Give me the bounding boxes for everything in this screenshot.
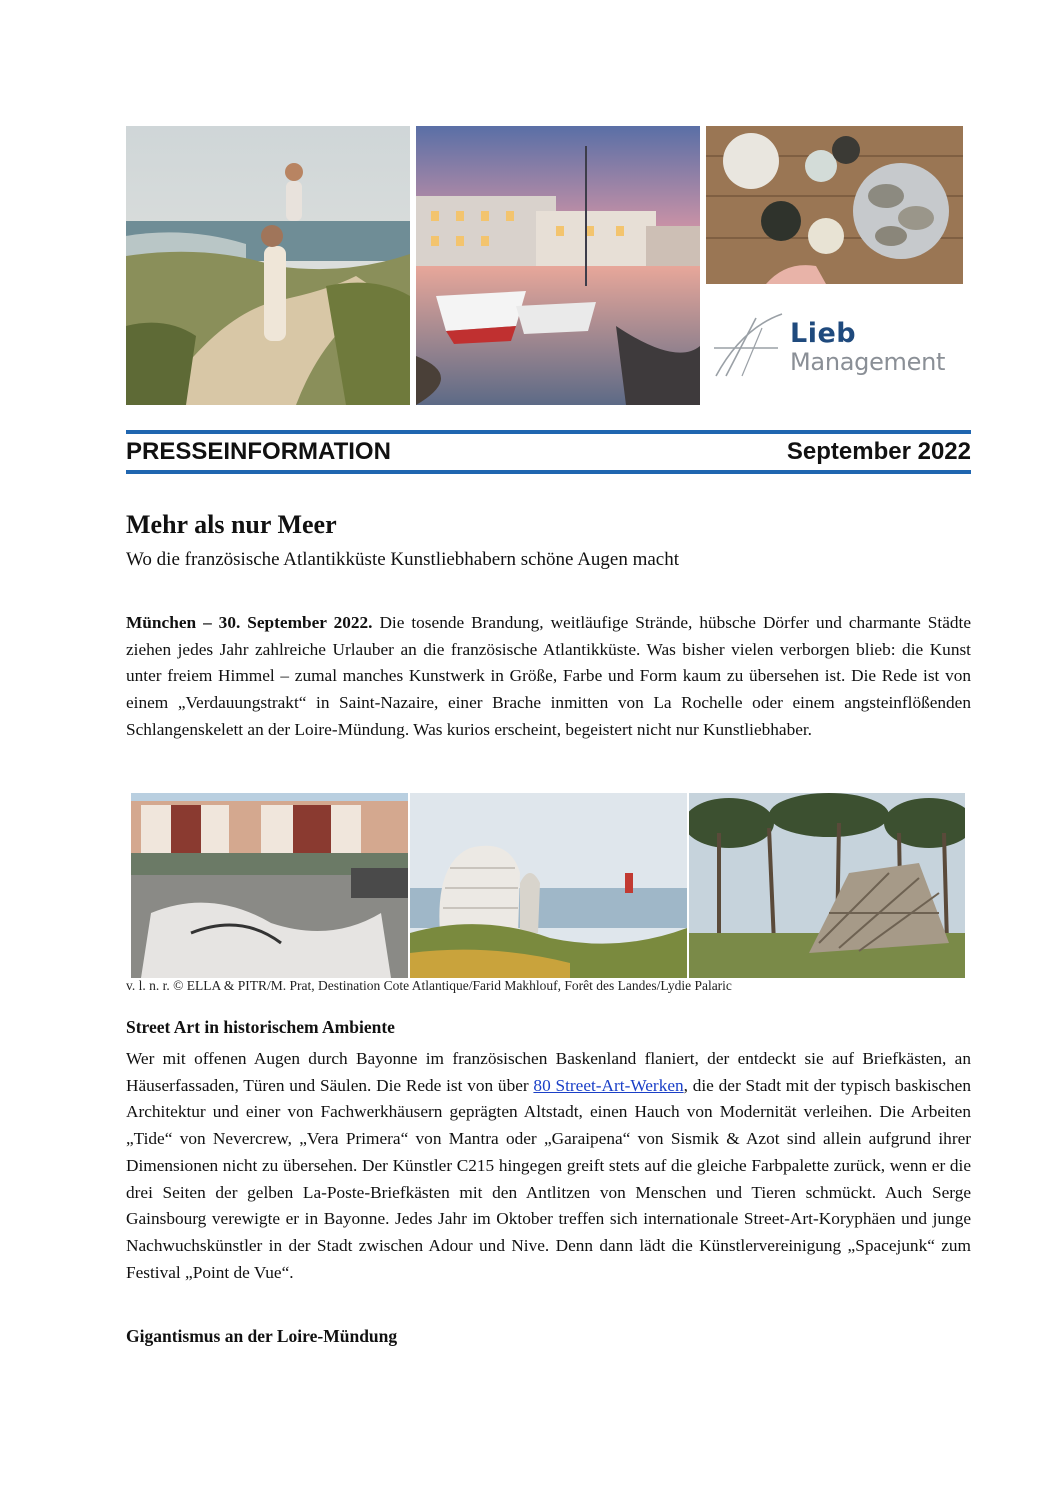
intro-paragraph xyxy=(126,610,971,744)
lieb-management-logo xyxy=(706,288,963,405)
oysters-table-photo xyxy=(706,126,963,284)
bayonne-street-art-photo xyxy=(131,793,408,978)
article-subheadline: Wo die französische Atlantikküste Kunstliebhabern schöne Augen macht xyxy=(126,549,680,570)
gallery-caption: v. l. n. r. © ELLA & PITR/M. Prat, Destination Cote Atlantique/Farid Makhlouf, Forêt des Landes/Lydie Palaric xyxy=(126,978,732,993)
logo-text-primary: Lieb xyxy=(790,318,857,349)
harbor-sunset-photo xyxy=(416,126,700,405)
street-art-text-before: Wer mit offenen Augen durch Bayonne im französischen Baskenland flaniert, der entdeckt sie auf Briefkästen, an Häuserfassaden, Türen und Säulen. Die Rede ist von über xyxy=(126,1049,971,1095)
section-heading-loire: Gigantismus an der Loire-Mündung xyxy=(126,1326,398,1346)
press-release-date: September 2022 xyxy=(786,438,971,465)
street-art-paragraph xyxy=(126,1046,971,1286)
intro-dateline: München – 30. September 2022. xyxy=(126,613,373,632)
forest-installation-photo xyxy=(689,793,965,978)
section-heading-street-art: Street Art in historischem Ambiente xyxy=(126,1017,395,1037)
beach-mother-child-photo xyxy=(126,126,410,405)
white-statue-coast-photo xyxy=(410,793,687,978)
street-art-text-after: , die der Stadt mit der typisch baskischen Architektur und einer von Fachwerkhäusern geprägten Altstadt, einen Hauch von Modernität verleihen. Die Arbeiten „Tide“ von Nevercrew, „Vera Primera“ von Mantra oder „Garaipena“ von Sismik & Azot sind allein aufgrund ihrer Dimensionen nicht zu übersehen. Der Künstler C215 hingegen greift stets auf die gleiche Farbpalette zurück, wenn er die drei Seiten der gelben La-Poste-Briefkästen mit den Antlitzen von Menschen und Tieren schmückt. Auch Serge Gainsbourg verewigte er in Bayonne. Jedes Jahr im Oktober treffen sich internationale Street-Art-Koryphäen und junge Nachwuchskünstler in der Stadt zwischen Adour und Nive. Denn dann lädt die Künstlervereinigung „Spacejunk“ zum Festival „Point de Vue“. xyxy=(126,1075,971,1282)
article-headline: Mehr als nur Meer xyxy=(126,510,337,539)
banner-bottom-rule xyxy=(126,470,971,474)
banner-top-rule xyxy=(126,430,971,434)
press-release-label: PRESSEINFORMATION xyxy=(126,438,391,465)
logo-text-secondary: Management xyxy=(790,348,946,376)
logo-mark-icon xyxy=(712,308,786,380)
intro-text: Die tosende Brandung, weitläufige Strände, hübsche Dörfer und charmante Städte ziehen jedes Jahr zahlreiche Urlauber an die französische Atlantikküste. Was bisher vielen verborgen blieb: die Kunst unter freiem Himmel – zumal manches Kunstwerk in Größe, Farbe und Form kaum zu übersehen ist. Die Rede ist von einem „Verdauungstrakt“ in Saint-Nazaire, einer Brache inmitten von La Rochelle oder einem angsteinflößenden Schlangenskelett an der Loire-Mündung. Was kurios erscheint, begeistert nicht nur Kunstliebhaber. xyxy=(126,613,971,739)
street-art-works-link[interactable]: 80 Street-Art-Werken xyxy=(533,1075,684,1095)
